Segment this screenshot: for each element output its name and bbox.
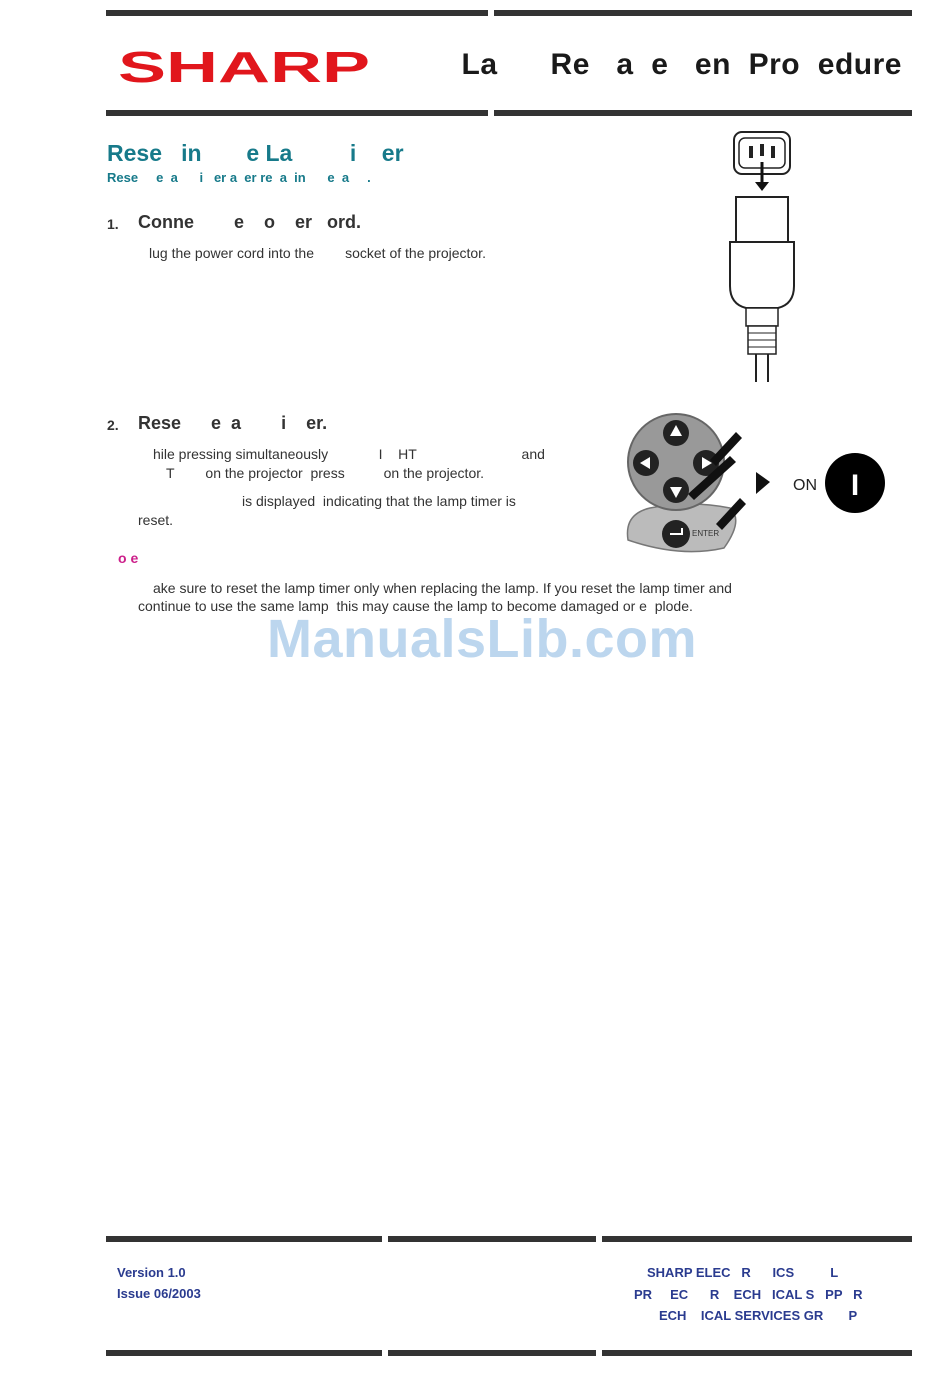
sharp-logo — [118, 48, 370, 86]
step-1-number: 1. — [107, 216, 119, 232]
footer-company-line-1: SHARP ELEC R ICS L — [647, 1265, 839, 1280]
step-2-text-line-3: is displayed indicating that the lamp timer is — [242, 493, 516, 509]
note-text-line-1: ake sure to reset the lamp timer only when replacing the lamp. If you reset the lamp timer and — [153, 580, 732, 596]
section-title: Rese in e La i er — [107, 140, 404, 166]
footer-issue: Issue 06/2003 — [117, 1286, 201, 1301]
step-2-title: Rese e a i er. — [138, 413, 328, 433]
step-2-number: 2. — [107, 417, 119, 433]
step-2-text-line-1: hile pressing simultaneously I HT and — [153, 446, 545, 462]
header-rule — [106, 110, 912, 116]
projector-button-panel-figure — [620, 410, 890, 560]
footer-company-line-3: ECH ICAL SERVICES GR P — [659, 1308, 858, 1323]
svg-text:I: I — [850, 469, 860, 502]
footer-company-line-2: PR EC R ECH ICAL S PP R — [634, 1287, 863, 1302]
svg-text:ON: ON — [793, 477, 817, 494]
note-label: o e — [118, 550, 139, 566]
step-1-text: lug the power cord into the socket of the projector. — [149, 245, 486, 261]
document-title: La Re a e en Pro edure — [461, 48, 902, 81]
power-cord-plug-figure — [718, 128, 808, 384]
svg-text:ENTER: ENTER — [692, 529, 720, 538]
footer-bottom-rule — [106, 1350, 912, 1356]
step-1-title: Conne e o er ord. — [138, 212, 362, 232]
footer-top-rule — [106, 1236, 912, 1242]
note-text-line-2: continue to use the same lamp this may cause the lamp to become damaged or e plode. — [138, 598, 693, 614]
watermark: ManualsLib.com — [266, 609, 698, 669]
section-subtitle: Rese e a i er a er re a in e a . — [107, 170, 371, 185]
step-2-text-line-4: reset. — [138, 512, 174, 528]
footer-version: Version 1.0 — [117, 1265, 186, 1280]
top-rule — [106, 10, 912, 16]
step-2-text-line-2: T on the projector press on the projector. — [166, 465, 485, 481]
svg-text:SHARP: SHARP — [118, 48, 370, 86]
